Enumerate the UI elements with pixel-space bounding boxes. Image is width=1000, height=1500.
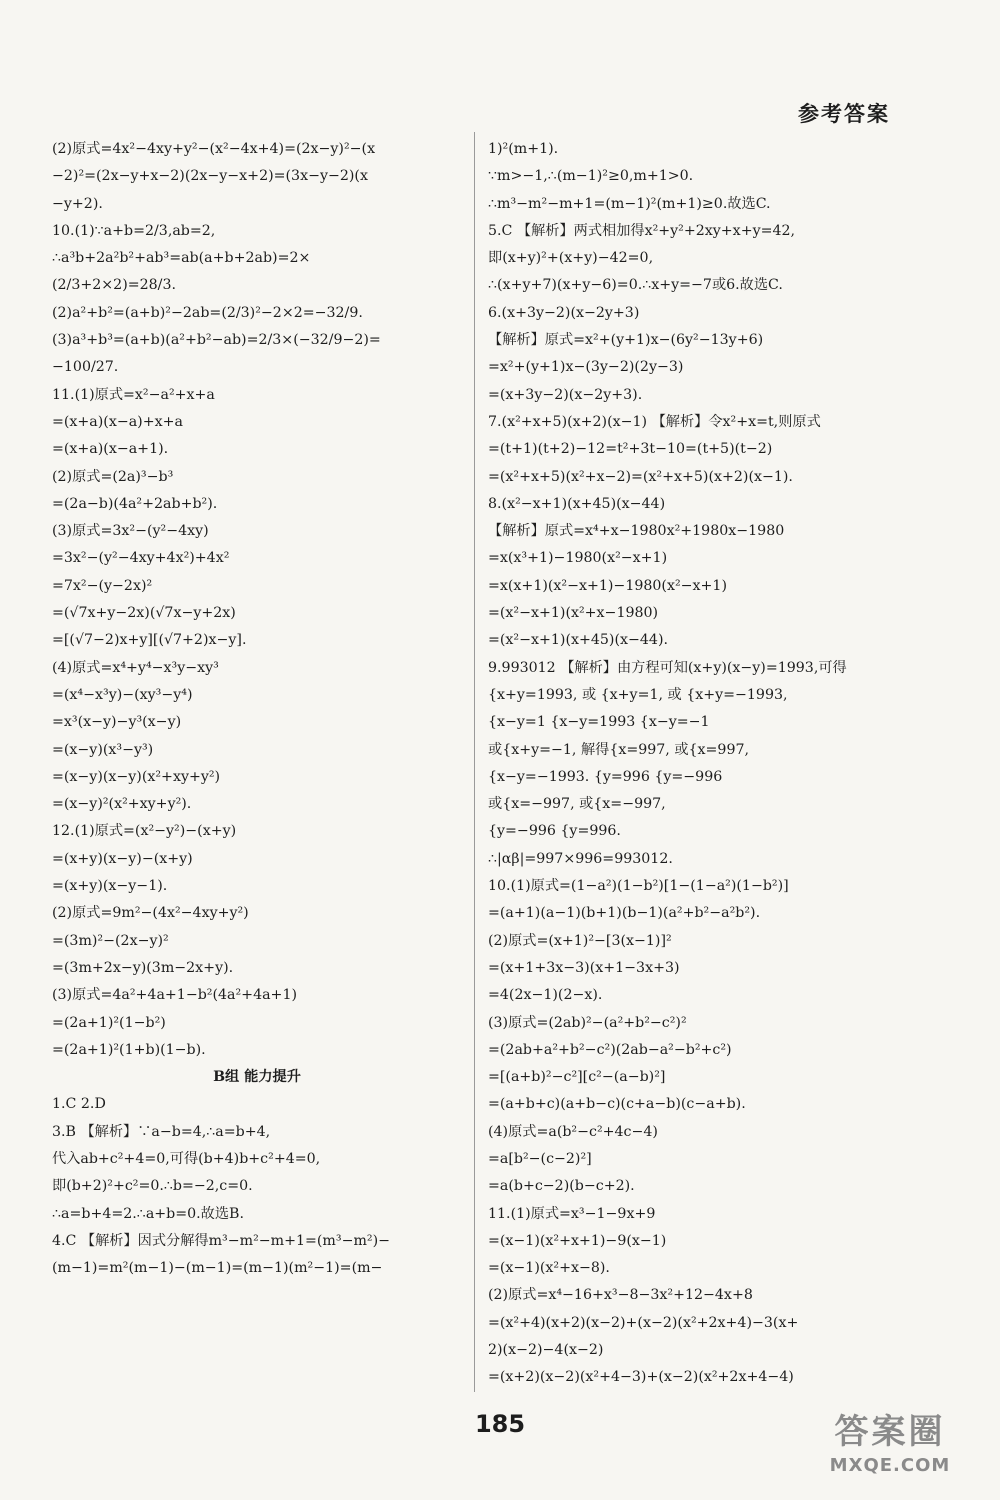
text-line: =(3m)²−(2x−y)²	[52, 932, 169, 949]
text-line: =x(x³+1)−1980(x²−x+1)	[488, 550, 668, 567]
text-line: ∵m>−1,∴(m−1)²≥0,m+1>0.	[488, 168, 694, 185]
text-line: (2)原式=(x+1)²−[3(x−1)]²	[488, 932, 672, 949]
text-line: ∴m³−m²−m+1=(m−1)²(m+1)≥0.故选C.	[488, 195, 771, 212]
text-line: −y+2).	[52, 195, 103, 212]
text-line: =(x+3y−2)(x−2y+3).	[488, 386, 643, 403]
text-line: =(a+1)(a−1)(b+1)(b−1)(a²+b²−a²b²).	[488, 905, 761, 922]
text-line: 或{x+y=−1, 解得{x=997, 或{x=997,	[488, 741, 750, 758]
text-line: (2)a²+b²=(a+b)²−2ab=(2/3)²−2×2=−32/9.	[52, 304, 363, 321]
text-line: {y=−996 {y=996.	[488, 823, 621, 840]
text-line: 3.B 【解析】∵a−b=4,∴a=b+4,	[52, 1123, 271, 1140]
text-line: (4)原式=x⁴+y⁴−x³y−xy³	[52, 659, 219, 676]
text-line: =[(√7−2)x+y][(√7+2)x−y].	[52, 632, 247, 649]
text-line: 10.(1)原式=(1−a²)(1−b²)[1−(1−a²)(1−b²)]	[488, 878, 789, 895]
text-line: 6.(x+3y−2)(x−2y+3)	[488, 304, 640, 321]
text-line: =[(a+b)²−c²][c²−(a−b)²]	[488, 1069, 666, 1086]
text-line: =(a+b+c)(a+b−c)(c+a−b)(c−a+b).	[488, 1096, 746, 1113]
text-line: =(3m+2x−y)(3m−2x+y).	[52, 959, 234, 976]
text-line: 10.(1)∵a+b=2/3,ab=2,	[52, 222, 216, 239]
text-line: (2/3+2×2)=28/3.	[52, 277, 176, 294]
text-line: =a(b+c−2)(b−c+2).	[488, 1178, 635, 1195]
text-line: =(x−1)(x²+x+1)−9(x−1)	[488, 1232, 667, 1249]
text-line: =(x²−x+1)(x²+x−1980)	[488, 605, 659, 622]
text-line: (3)原式=3x²−(y²−4xy)	[52, 523, 209, 540]
text-line: =x³(x−y)−y³(x−y)	[52, 714, 182, 731]
text-line: {x−y=−1993. {y=996 {y=−996	[488, 768, 723, 785]
text-line: =(x−1)(x²+x−8).	[488, 1260, 610, 1277]
text-line: (3)原式=4a²+4a+1−b²(4a²+4a+1)	[52, 987, 298, 1004]
text-line: 或{x=−997, 或{x=−997,	[488, 796, 666, 813]
text-line: =3x²−(y²−4xy+4x²)+4x²	[52, 550, 230, 567]
text-line: 4.C 【解析】因式分解得m³−m²−m+1=(m³−m²)−	[52, 1232, 391, 1249]
text-line: =4(2x−1)(2−x).	[488, 987, 603, 1004]
text-line: (4)原式=a(b²−c²+4c−4)	[488, 1123, 658, 1140]
text-line: =(x−y)(x³−y³)	[52, 741, 154, 758]
text-line: =(x²+x+5)(x²+x−2)=(x²+x+5)(x+2)(x−1).	[488, 468, 793, 485]
text-line: =(2a+1)²(1−b²)	[52, 1014, 166, 1031]
text-line: =(x⁴−x³y)−(xy³−y⁴)	[52, 686, 193, 703]
text-line: 7.(x²+x+5)(x+2)(x−1) 【解析】令x²+x=t,则原式	[488, 413, 821, 430]
text-line: =(√7x+y−2x)(√7x−y+2x)	[52, 605, 236, 622]
text-line: =x(x+1)(x²−x+1)−1980(x²−x+1)	[488, 577, 727, 594]
text-line: =(x−y)²(x²+xy+y²).	[52, 796, 192, 813]
text-line: =x²+(y+1)x−(3y−2)(2y−3)	[488, 359, 684, 376]
text-line: 8.(x²−x+1)(x+45)(x−44)	[488, 495, 666, 512]
text-line: =(t+1)(t+2)−12=t²+3t−10=(t+5)(t−2)	[488, 441, 773, 458]
text-line: 1)²(m+1).	[488, 141, 559, 157]
watermark-url: MXQE.COM	[829, 1455, 951, 1476]
text-line: =7x²−(y−2x)²	[52, 577, 153, 594]
watermark-logo	[800, 1410, 980, 1484]
text-line: (2)原式=9m²−(4x²−4xy+y²)	[52, 905, 249, 922]
text-line: =(x+y)(x−y)−(x+y)	[52, 850, 193, 867]
text-line: 12.(1)原式=(x²−y²)−(x+y)	[52, 823, 237, 840]
text-line: =(x+a)(x−a)+x+a	[52, 413, 183, 430]
text-line: 代入ab+c²+4=0,可得(b+4)b+c²+4=0,	[52, 1150, 321, 1167]
text-line: 1.C 2.D	[52, 1096, 106, 1113]
text-line: =(x+a)(x−a+1).	[52, 441, 169, 458]
text-line: =(2a−b)(4a²+2ab+b²).	[52, 495, 218, 512]
text-line: 9.993012 【解析】由方程可知(x+y)(x−y)=1993,可得	[488, 659, 847, 676]
text-line: =(x²+4)(x+2)(x−2)+(x−2)(x²+2x+4)−3(x+	[488, 1314, 799, 1331]
text-line: 【解析】原式=x²+(y+1)x−(6y²−13y+6)	[488, 332, 764, 349]
header-title: 参考答案	[798, 102, 890, 126]
text-line: ∴a³b+2a²b²+ab³=ab(a+b+2ab)=2×	[52, 250, 311, 267]
watermark-text: 答案圈	[834, 1412, 946, 1452]
text-line: ∴|αβ|=997×996=993012.	[488, 850, 673, 867]
text-line: (3)原式=(2ab)²−(a²+b²−c²)²	[488, 1014, 687, 1031]
text-line: =(x²−x+1)(x+45)(x−44).	[488, 632, 668, 649]
text-line: (m−1)=m²(m−1)−(m−1)=(m−1)(m²−1)=(m−	[52, 1260, 383, 1277]
section-heading: B组 能力提升	[213, 1069, 301, 1086]
text-line: =(x+y)(x−y−1).	[52, 878, 168, 895]
text-line: −100/27.	[52, 359, 119, 376]
text-line: ∴(x+y+7)(x+y−6)=0.∴x+y=−7或6.故选C.	[488, 277, 783, 294]
text-line: {x+y=1993, 或 {x+y=1, 或 {x+y=−1993,	[488, 686, 788, 703]
text-line: 即(x+y)²+(x+y)−42=0,	[488, 250, 654, 267]
text-line: 【解析】原式=x⁴+x−1980x²+1980x−1980	[488, 523, 785, 540]
left-column	[52, 136, 462, 1282]
text-line: (2)原式=x⁴−16+x³−8−3x²+12−4x+8	[488, 1287, 753, 1304]
text-line: =(x+1+3x−3)(x+1−3x+3)	[488, 959, 680, 976]
text-line: 5.C 【解析】两式相加得x²+y²+2xy+x+y=42,	[488, 222, 796, 239]
text-line: {x−y=1 {x−y=1993 {x−y=−1	[488, 714, 710, 731]
text-line: 即(b+2)²+c²=0.∴b=−2,c=0.	[52, 1178, 253, 1195]
text-line: (3)a³+b³=(a+b)(a²+b²−ab)=2/3×(−32/9−2)=	[52, 332, 381, 349]
text-line: =(x+2)(x−2)(x²+4−3)+(x−2)(x²+2x+4−4)	[488, 1369, 794, 1386]
text-line: ∴a=b+4=2.∴a+b=0.故选B.	[52, 1205, 244, 1222]
right-column	[488, 136, 908, 1392]
text-line: 2)(x−2)−4(x−2)	[488, 1342, 604, 1359]
column-divider	[474, 132, 475, 1392]
text-line: −2)²=(2x−y+x−2)(2x−y−x+2)=(3x−y−2)(x	[52, 168, 368, 185]
text-line: (2)原式=(2a)³−b³	[52, 468, 174, 485]
text-line: =a[b²−(c−2)²]	[488, 1150, 592, 1167]
text-line: 11.(1)原式=x³−1−9x+9	[488, 1205, 656, 1222]
page-number: 185	[474, 1410, 526, 1438]
text-line: =(x−y)(x−y)(x²+xy+y²)	[52, 768, 221, 785]
text-line: =(2a+1)²(1+b)(1−b).	[52, 1041, 206, 1058]
text-line: (2)原式=4x²−4xy+y²−(x²−4x+4)=(2x−y)²−(x	[52, 141, 376, 157]
text-line: 11.(1)原式=x²−a²+x+a	[52, 386, 215, 403]
text-line: =(2ab+a²+b²−c²)(2ab−a²−b²+c²)	[488, 1041, 732, 1058]
